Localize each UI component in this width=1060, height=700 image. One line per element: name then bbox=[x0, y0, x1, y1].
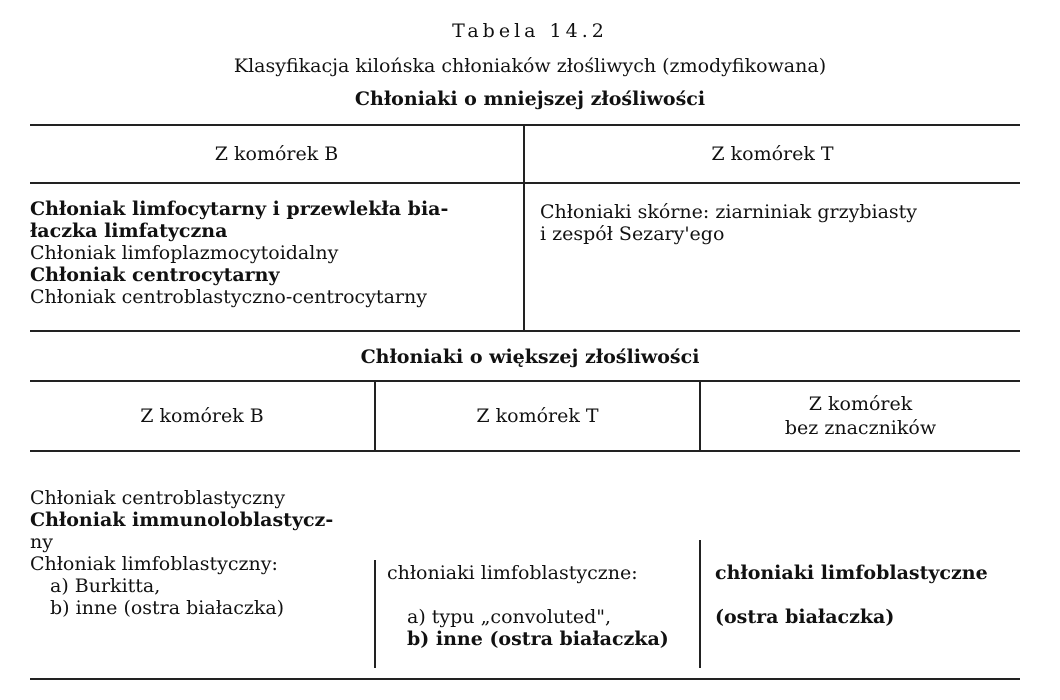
low-b-line: Chłoniak centroblastyczno-centrocytarny bbox=[30, 286, 427, 308]
high-b-line: Chłoniak immunoloblastycz- bbox=[30, 509, 334, 531]
high-b-line: Chłoniak centroblastyczny bbox=[30, 487, 286, 509]
high-null-line: chłoniaki limfoblastyczne bbox=[715, 562, 988, 584]
low-t-line: Chłoniaki skórne: ziarniniak grzybiasty bbox=[540, 201, 918, 223]
high-t-line: a) typu „convoluted", bbox=[407, 606, 612, 628]
high-null-cell-list bbox=[715, 562, 1015, 628]
high-b-line: b) inne (ostra białaczka) bbox=[50, 597, 285, 619]
high-b-cell-list bbox=[30, 487, 370, 619]
table-number: Tabela 14.2 bbox=[452, 20, 608, 42]
high-t-cell-list bbox=[387, 562, 697, 650]
low-b-line: Chłoniak centrocytarny bbox=[30, 264, 280, 286]
low-b-cell-list bbox=[30, 198, 510, 308]
table-caption: Klasyfikacja kilońska chłoniaków złośliwych (zmodyfikowana) bbox=[233, 55, 827, 77]
low-b-line: łaczka limfatyczna bbox=[30, 220, 228, 242]
rule-high-header bbox=[30, 450, 1020, 452]
high-col-b-header: Z komórek B bbox=[140, 405, 264, 427]
high-divider-1-body bbox=[374, 560, 376, 668]
low-col-b-header: Z komórek B bbox=[214, 143, 339, 165]
high-b-line: a) Burkitta, bbox=[50, 575, 161, 597]
high-col-null-header-line: Z komórek bbox=[808, 393, 913, 415]
low-grade-heading: Chłoniaki o mniejszej złośliwości bbox=[354, 88, 706, 110]
high-b-line: Chłoniak limfoblastyczny: bbox=[30, 553, 278, 575]
rule-bottom bbox=[30, 678, 1020, 680]
high-t-line: chłoniaki limfoblastyczne: bbox=[387, 562, 638, 584]
high-divider-2-body bbox=[699, 540, 701, 668]
low-b-line: Chłoniak limfoplazmocytoidalny bbox=[30, 242, 339, 264]
rule-low-bottom bbox=[30, 330, 1020, 332]
rule-top bbox=[30, 124, 1020, 126]
high-t-line: b) inne (ostra białaczka) bbox=[407, 628, 669, 650]
high-col-null-header-line: bez znaczników bbox=[784, 417, 937, 439]
rule-low-header bbox=[30, 182, 1020, 184]
high-col-null-header bbox=[701, 392, 1020, 440]
low-col-t-header: Z komórek T bbox=[711, 143, 834, 165]
high-grade-heading: Chłoniaki o większej złośliwości bbox=[360, 346, 700, 368]
low-b-line: Chłoniak limfocytarny i przewlekła bia- bbox=[30, 198, 449, 220]
low-t-cell-list bbox=[540, 201, 1020, 245]
low-t-line: i zespół Sezary'ego bbox=[540, 223, 725, 245]
high-col-t-header: Z komórek T bbox=[476, 405, 599, 427]
high-null-line: (ostra białaczka) bbox=[715, 606, 895, 628]
high-b-line: ny bbox=[30, 531, 53, 553]
rule-high-top bbox=[30, 380, 1020, 382]
